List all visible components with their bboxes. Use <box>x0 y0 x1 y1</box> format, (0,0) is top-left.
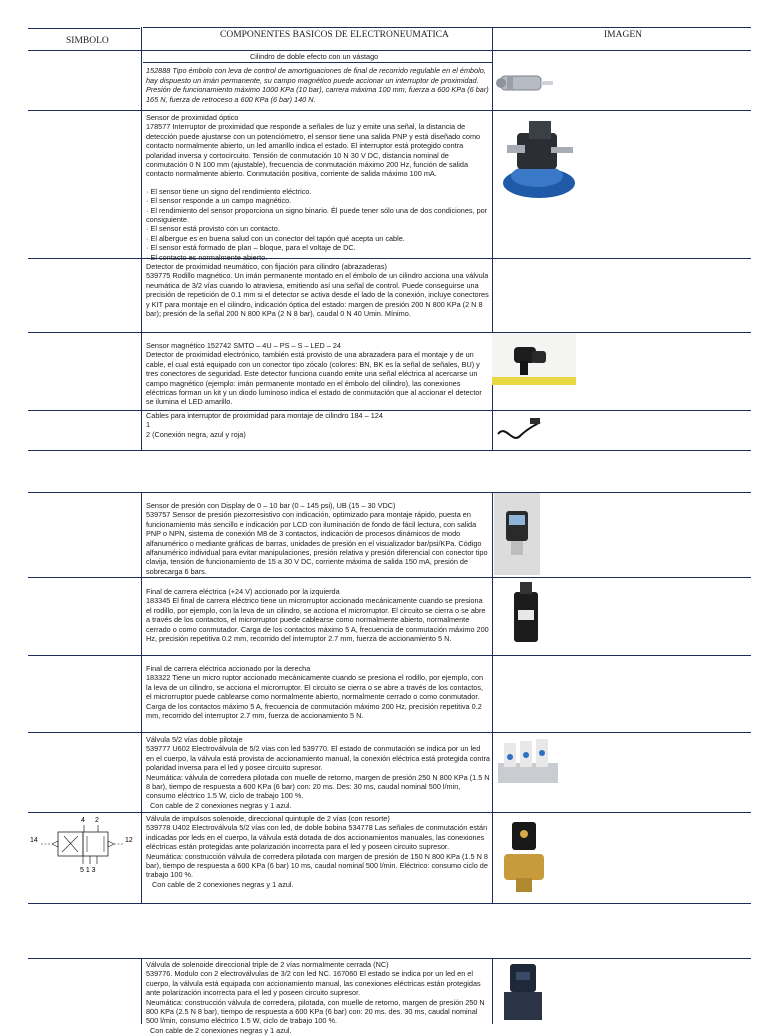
rule <box>28 655 751 656</box>
column-rule <box>492 958 493 1024</box>
row-limit-switch-left <box>146 587 490 643</box>
rule <box>143 27 751 28</box>
rule <box>28 492 751 493</box>
bullet: · El sensor está formado de plan – bloque, para el voltaje de DC. <box>146 243 356 253</box>
row-body: 183322 Tiene un micro ruptor accionado mecánicamente cuando se presiona el rodillo, por ejemplo, con la leva de un cilindro, se acciona el microrruptor. El circuito se cierra o se abre a través de los contactos, el microrruptor puede cablearse como normalmente abierto, normalmente cerrado o como conmutador. Carga de los contactos máximo 5 A, frecuencia de conmutación máximo 200 Hz, precisión repetitiva 0.2 mm, recorrido del interruptor 2.7 mm, fuerza de accionamiento 5 N. <box>146 673 484 721</box>
row-body: 539776. Modulo con 2 electroválvulas de 3/2 con led NC. 167060 El estado se indica por un led en el cuerpo, la válvula está equipada con accionamiento manual, las conexiones eléctricas están protegidas ante polarización incorrecta para el led y poseen circuito supresor. <box>146 969 481 998</box>
bullet: · El sensor tiene un signo del rendimiento eléctrico. <box>146 186 312 196</box>
row-pressure-sensor <box>146 501 490 576</box>
row-cable-note: Con cable de 2 conexiones negras y 1 azul. <box>152 879 294 889</box>
row-title: Válvula de impulsos solenoide, direccional quintuple de 2 vías (con resorte) <box>146 814 390 823</box>
row-magnetic-sensor <box>146 341 490 407</box>
pressure-sensor-photo <box>494 493 540 575</box>
rule <box>28 332 751 333</box>
cylinder-photo <box>495 68 555 98</box>
valve-5-2-symbol <box>28 812 140 878</box>
column-rule <box>141 492 142 903</box>
row-cable-note: Con cable de 2 conexiones negras y 1 azul. <box>150 1025 292 1035</box>
row-title: Cilindro de doble efecto con un vástago <box>250 52 379 61</box>
triple-solenoid-valve-photo <box>500 960 546 1024</box>
row-body: Detector de proximidad electrónico, también está provisto de una abrazadera para el montaje y de un cable, el cual está equipado con un conector tipo zócalo (colores: BN, BK es la señal de señales, BU) y tres conectores de seguridad. Este detector funciona cuando emite una señal eléctrica al acercarse un campo magnético (ejemplo: imán permanente montado en el émbolo del cilindro), las conexiones eléctricas forman un kit y un diodo luminoso indica el estado de conmutación que al accionar el detector se ilumina el LED amarillo. <box>146 350 482 407</box>
row-body: 539777 U602 Electroválvula de 5/2 vías con led 539770. El estado de conmutación se indica por un led en el cuerpo, la válvula está provista de accionamiento manual, la conexión eléctrica está protegida contra polaridad inversa para el led y posee circuito supresor. <box>146 744 490 773</box>
magnetic-sensor-photo <box>492 333 576 385</box>
column-rule <box>492 27 493 450</box>
rule <box>28 732 751 733</box>
valve-5-2-photo <box>494 733 562 793</box>
row-impulse-solenoid-valve <box>146 814 490 889</box>
row-title: Final de carrera eléctrica (+24 V) accionado por la izquierda <box>146 587 340 596</box>
bullet: · El sensor está provisto con un contacto. <box>146 224 280 234</box>
column-rule <box>492 492 493 903</box>
row-title: Cables para interruptor de proximidad para montaje de cilindro 184 – 124 <box>146 411 383 420</box>
header-symbol: SIMBOLO <box>66 36 109 46</box>
rule <box>28 577 751 578</box>
solenoid-valve-photo <box>500 818 548 898</box>
row-double-acting-cylinder <box>146 52 490 104</box>
port-label-12: 12 <box>125 837 133 844</box>
row-title: Válvula 5/2 vías doble pilotaje <box>146 735 243 744</box>
row-body-pneumatic: Neumática: construcción válvula de corredera, pilotada, con muelle de retorno, margen de presión 250 N 800 KPa (2.5 N 8 bar), tiempo de respuesta a 600 KPa (6 bar) con: 20 ms. des. 30 ms, caudal nominal 500 l/min, consumo eléctrico 1.5 W, ciclo de trabajo 100 %. <box>146 997 485 1026</box>
bullet: · El rendimiento del sensor proporciona un signo binario. Él puede tener sólo una de dos condiciones, por consiguiente. <box>146 205 488 225</box>
rule <box>28 110 751 111</box>
row-body: 539757 Sensor de presión piezorresistivo con indicación, optimizado para montaje rápido, puesta en funcionamiento más sencillo e indicación por LCD con iluminación de fondo de fácil lectura, con salida PNP o NPN, sistema de conexión M8 de 3 contactos, indicación de procesos dinámicos de modo alfanumérico o mediante gráficas de barras, unidades de presión en el visualizador bar/psi/KPa. Código alfanumérico individual para evitar manipulaciones, presión relativa y presión diferencial con conector tipo clavija, tensión de funcionamiento de 15 a 30 V DC, corriente máxima de salida 150 mA, presión de sobrecarga 6 bars. <box>146 510 488 576</box>
row-body: 539775 Rodillo magnético. Un imán permanente montado en el émbolo de un cilindro acciona una válvula neumática de 3/2 vías cuando lo atraviesa, emitiendo así una señal de control. Puede conseguirse una precisión de repetición de 0.1 mm si el detector se activa desde el lado de la conexión, incluye conectores y KIT para montaje en el cilindro, indicación óptica del estado: margen de presión 200 N 800 KPa (2 N 8 bar); presión de la señal 200 N 800 KPa (2 N 8 bar), caudal 0 N 40 Umin. Mínimo. <box>146 271 489 319</box>
row-valve-5-2-double-pilot <box>146 735 490 810</box>
header-image: IMAGEN <box>604 30 642 40</box>
column-rule <box>141 958 142 1024</box>
rule <box>28 28 140 29</box>
bullet: · El sensor responde a un campo magnético. <box>146 196 292 206</box>
row-body-pneumatic: Neumática: válvula de corredera pilotada con muelle de retorno, margen de presión 250 N 800 KPa (1.5 N 8 bar), tiempo de respuesta a 600 KPa (6 bar) con: 20 ms. Des: 30 ms, caudal nominal 500 l/min, consumo eléctrico 1.5 W, ciclo de trabajo 100 %. <box>146 772 490 801</box>
cable-photo <box>494 414 544 448</box>
row-title: Sensor de proximidad óptico <box>146 113 239 122</box>
bullet: · El contacto es normalmente abierto. <box>146 252 268 262</box>
header-component: COMPONENTES BASICOS DE ELECTRONEUMATICA <box>220 30 449 40</box>
row-line: 2 (Conexión negra, azul y roja) <box>146 429 246 439</box>
row-title: Final de carrera eléctrica accionado por la derecha <box>146 664 311 673</box>
limit-switch-left-photo <box>508 580 544 652</box>
row-cables <box>146 411 490 439</box>
port-label-2: 2 <box>95 817 99 824</box>
row-body: 183345 El final de carrera eléctrico tiene un microrruptor accionado mecánicamente cuando se presiona el rodillo, por ejemplo, con la leva de un cilindro, se acciona el microrruptor. El circuito se cierra o se abre a través de los contactos, el microrruptor puede cablearse como normalmente abierto, normalmente cerrado o como conmutador. Carga de los contactos máximo 5 A, frecuencia de conmutación máximo 200 Hz, precisión repetitiva 0.2 mm, recorrido del interruptor 2.7 mm, fuerza de accionamiento 5 N. <box>146 596 489 644</box>
rule <box>28 50 751 51</box>
row-body-pneumatic: Neumática: construcción válvula de corredera pilotada con margen de presión de 150 N 800 KPa (1.5 N 8 bar), tiempo de respuesta a 600 KPa (6 bar) 10 ms, caudal nominal 500 l/min. Eléctrico: consumo ciclo de trabajo 100 %. <box>146 851 488 880</box>
bullet: · El albergue es en buena salud con un conector del tapón qué acepta un cable. <box>146 233 405 243</box>
row-pneumatic-detector <box>146 262 490 318</box>
row-optical-sensor <box>146 113 490 262</box>
column-rule <box>141 27 142 450</box>
row-body: 178577 Interruptor de proximidad que responde a señales de luz y emite una señal, la distancia de detección puede ajustarse con un potenciómetro, el sensor tiene una salida PNP y está diseñado como contacto normalmente abierto, un led amarillo indica el estado. El interruptor está protegido contra polaridad inversa y cortocircuito. Tensión de conmutación 10 N 30 V DC, distancia nominal de conmutación 0 N 100 mm (ajustable), frecuencia de conmutación máximo 200 Hz, función de salida contacto normalmente abierto. Conmutación positiva, corriente de salida máximo 100 mA. <box>146 122 481 179</box>
row-body: 539778 U402 Electroválvula 5/2 vías con led, de doble bobina 534778 Las señales de conmutación están indicadas por leds en el cuerpo, la válvula está dotada de dos accionamientos manuales, las conexiones eléctricas están protegidas ante polarización incorrecta para el led y poseen circuito supresor. <box>146 823 488 852</box>
rule <box>28 450 751 451</box>
rule <box>28 958 751 959</box>
row-line: 1 <box>146 420 151 430</box>
row-body: 152888 Tipo émbolo con leva de control de amortiguaciones de final de recorrido regulable en el émbolo, hay dispuesto un imán permanente, su campo magnético puede accionar un interruptor de proximidad. Presión de funcionamiento máximo 1000 KPa (10 bar), carrera máxima 100 mm, fuerza a 600 KPa (6 bar) 165 N, fuerza de retroceso a 600 KPa (6 bar) 140 N. <box>146 66 489 104</box>
row-title: Sensor magnético 152742 SMTO – 4U – PS – S – LED – 24 <box>146 341 341 350</box>
row-title: Sensor de presión con Display de 0 – 10 bar (0 – 145 psi), UB (15 – 30 VDC) <box>146 501 396 510</box>
port-label-14: 14 <box>30 837 38 844</box>
port-label-4: 4 <box>81 817 85 824</box>
optical-sensor-photo <box>499 113 579 201</box>
row-limit-switch-right <box>146 664 490 720</box>
row-title: Detector de proximidad neumático, con fijación para cilindro (abrazaderas) <box>146 262 387 271</box>
row-cable-note: Con cable de 2 conexiones negras y 1 azul. <box>150 800 292 810</box>
rule <box>28 903 751 904</box>
row-title: Válvula de solenoide direccional triple de 2 vías normalmente cerrada (NC) <box>146 960 389 969</box>
port-label-513: 5 1 3 <box>80 867 96 874</box>
